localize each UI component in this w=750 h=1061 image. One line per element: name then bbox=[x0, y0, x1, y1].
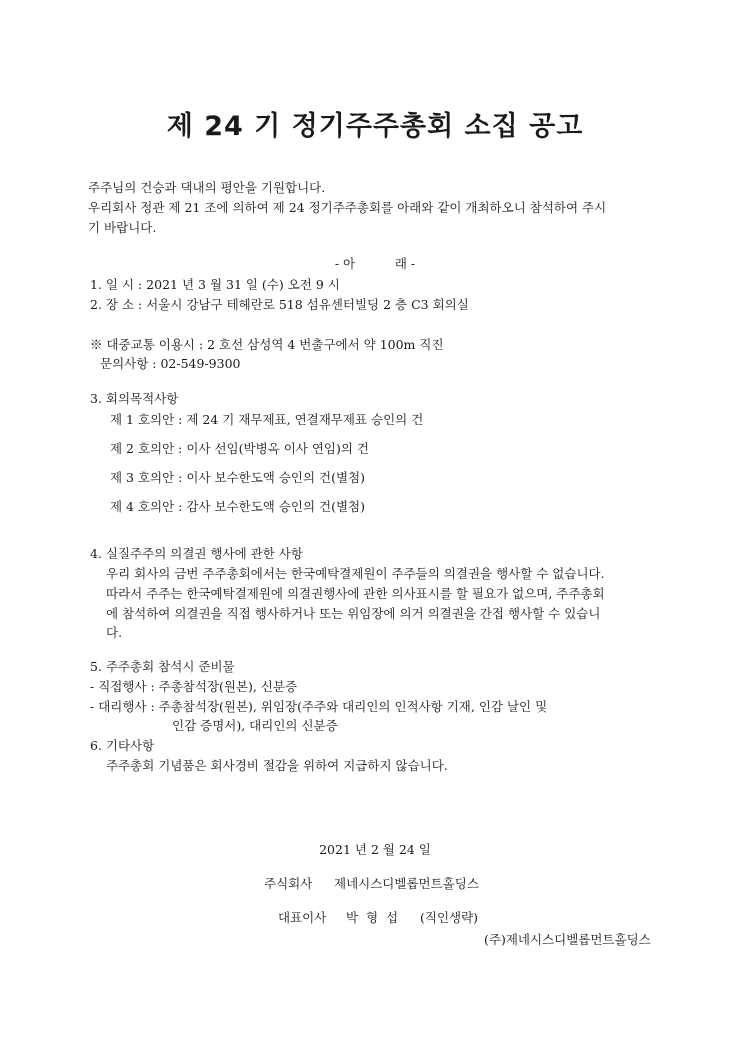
page-title: 제 24 기 정기주주총회 소집 공고 bbox=[166, 111, 584, 142]
other-heading: 6. 기타사항 bbox=[90, 738, 155, 753]
intro-line-2: 기 바랍니다. bbox=[88, 220, 157, 235]
preparation-line: - 직접행사 : 주총참석장(원본), 신분증 bbox=[90, 679, 298, 694]
voting-line: 따라서 주주는 한국예탁결제원에 의결권행사에 관한 의사표시를 할 필요가 없으며, 주주총회 bbox=[106, 586, 605, 601]
ceo-name: 박 형 섭 bbox=[346, 910, 399, 925]
voting-line: 다. bbox=[106, 625, 123, 640]
item-venue: 2. 장 소 : 서울시 강남구 테헤란로 518 섬유센터빌딩 2 층 C3 회의실 bbox=[90, 297, 469, 312]
ceo-label: 대표이사 bbox=[278, 910, 327, 925]
voting-line: 에 참석하여 의결권을 직접 행사하거나 또는 위임장에 의거 의결권을 간접 행사할 수 있습니 bbox=[106, 606, 601, 621]
voting-heading: 4. 실질주주의 의결권 행사에 관한 사항 bbox=[90, 546, 303, 561]
preparation-heading: 5. 주주총회 참석시 준비물 bbox=[90, 659, 235, 674]
agenda-item: 제 1 호의안 : 제 24 기 재무제표, 연결재무제표 승인의 건 bbox=[110, 412, 424, 427]
contact-note: 문의사항 : 02-549-9300 bbox=[100, 356, 241, 371]
footer-company: (주)제네시스디벨롭먼트홀딩스 bbox=[484, 932, 651, 947]
intro-line-1: 우리회사 정관 제 21 조에 의하여 제 24 정기주주총회를 아래와 같이 개최하오니 참석하여 주시 bbox=[88, 200, 607, 215]
preparation-line: - 대리행사 : 주총참석장(원본), 위임장(주주와 대리인의 인적사항 기재, 인감 날인 및 bbox=[90, 699, 548, 714]
agenda-item: 제 4 호의안 : 감사 보수한도액 승인의 건(별첨) bbox=[110, 499, 366, 514]
company-label: 주식회사 bbox=[264, 876, 313, 891]
other-line: 주주총회 기념품은 회사경비 절감을 위하여 지급하지 않습니다. bbox=[106, 758, 448, 773]
section-heading: - 아 래 - bbox=[334, 256, 416, 271]
preparation-line: 인감 증명서), 대리인의 신분증 bbox=[172, 718, 338, 733]
voting-line: 우리 회사의 금번 주주총회에서는 한국예탁결제원이 주주들의 의결권을 행사할 수 없습니다. bbox=[106, 566, 605, 581]
ceo-seal-note: (직인생략) bbox=[420, 910, 479, 925]
item-date-time: 1. 일 시 : 2021 년 3 월 31 일 (수) 오전 9 시 bbox=[90, 277, 340, 292]
notice-date: 2021 년 2 월 24 일 bbox=[319, 842, 431, 857]
agenda-item: 제 2 호의안 : 이사 선임(박병옥 이사 연임)의 건 bbox=[110, 441, 369, 456]
agenda-heading: 3. 회의목적사항 bbox=[90, 391, 179, 406]
agenda-item: 제 3 호의안 : 이사 보수한도액 승인의 건(별첨) bbox=[110, 470, 366, 485]
transport-note: ※ 대중교통 이용시 : 2 호선 삼성역 4 번출구에서 약 100m 직진 bbox=[90, 337, 444, 352]
greeting-text: 주주님의 건승과 댁내의 평안을 기원합니다. bbox=[88, 180, 326, 195]
company-name: 제네시스디벨롭먼트홀딩스 bbox=[334, 876, 479, 891]
